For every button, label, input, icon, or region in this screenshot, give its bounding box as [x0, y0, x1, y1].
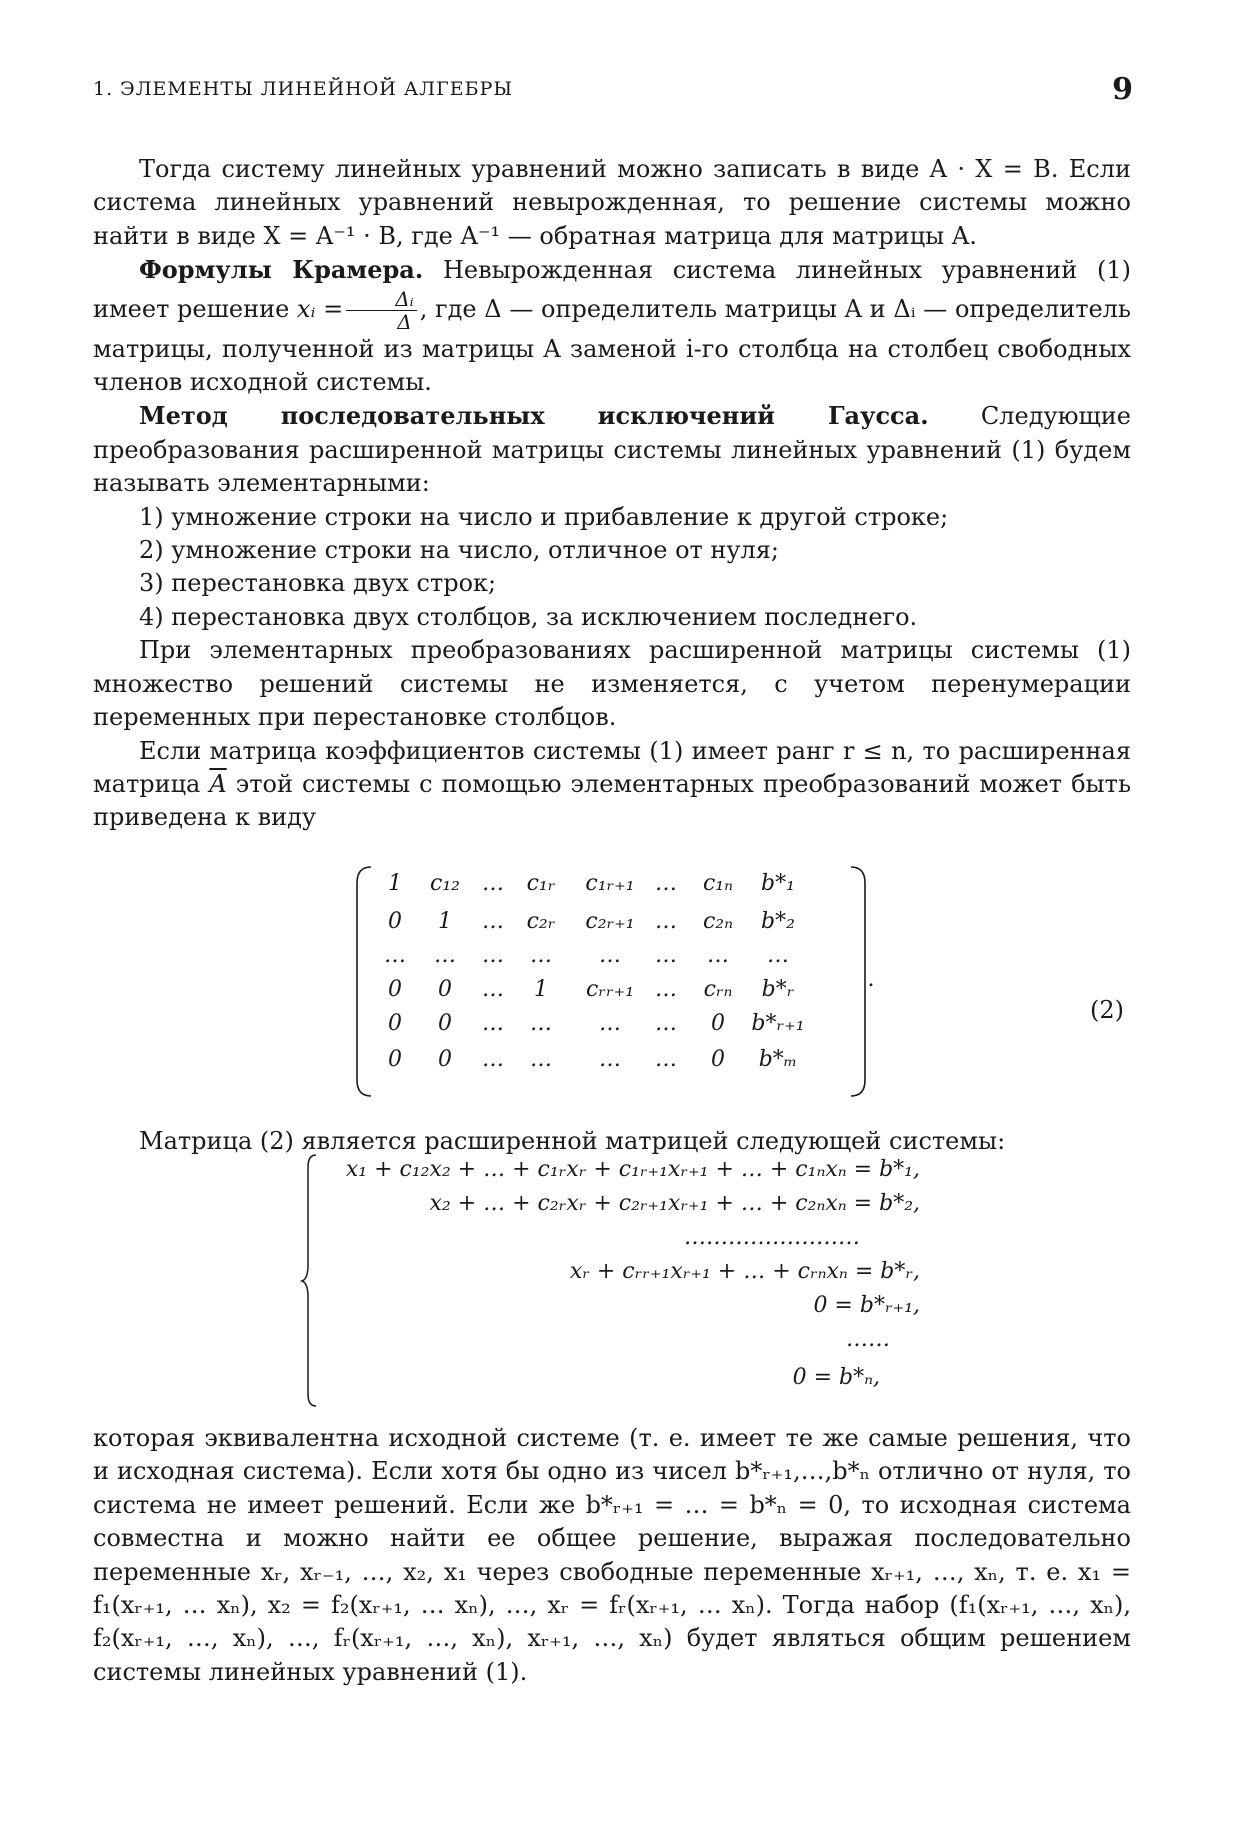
matrix-cell: … [707, 943, 729, 968]
matrix-cell: cᵣᵣ₊₁ [585, 977, 635, 1002]
system-brace [300, 1153, 320, 1408]
cramer-fraction [346, 288, 416, 333]
matrix-cell: … [655, 909, 677, 934]
matrix-cell: 0 [438, 1011, 452, 1036]
matrix-cell: 0 [388, 1047, 402, 1072]
matrix-cell: c₁ᵣ [526, 871, 556, 896]
list-item: 2) умножение строки на число, отличное от нуля; [139, 536, 780, 565]
matrix-cell: … [599, 1047, 621, 1072]
paragraph-cramer [93, 253, 1131, 399]
cramer-numerator: Δᵢ [346, 288, 416, 311]
system-ellipsis-row: …… [846, 1327, 890, 1352]
matrix-cell: … [530, 943, 552, 968]
matrix-cell: … [384, 943, 406, 968]
cramer-text-1: Невырожденная система линейных уравнений (1) имеет решение [93, 256, 1131, 323]
matrix-cell: … [482, 1011, 504, 1036]
matrix-cell: b*ᵣ [761, 977, 795, 1002]
matrix-cell: 0 [438, 1047, 452, 1072]
matrix-cell: b*ₘ [758, 1047, 798, 1072]
paragraph-rank [93, 735, 1131, 835]
system-ellipsis-row: …………………… [684, 1225, 860, 1250]
matrix-cell: … [655, 1011, 677, 1036]
matrix-cell: … [767, 943, 789, 968]
matrix-cell: cᵣₙ [703, 977, 733, 1002]
system-equation: xᵣ + cᵣᵣ₊₁xᵣ₊₁ + … + cᵣₙxₙ = b*ᵣ, [569, 1259, 920, 1284]
matrix-cell: … [482, 1047, 504, 1072]
paragraph-matrix-form: Тогда систему линейных уравнений можно записать в виде A · X = B. Если система линейных уравнений невырожденная, то решение системы можно найти в виде X = A⁻¹ · B, где A⁻¹ — обратная матрица для матрицы A. [93, 155, 1131, 250]
equation-number: (2) [1090, 996, 1124, 1024]
matrix-intro: Матрица (2) является расширенной матрицей следующей системы: [139, 1127, 1006, 1155]
equation-system [300, 1153, 920, 1408]
paragraph-elementary: При элементарных преобразованиях расширенной матрицы системы (1) множество решений системы не изменяется, с учетом перенумерации переменных при перестановке столбцов. [93, 636, 1131, 732]
matrix-cell: c₂ᵣ [526, 909, 556, 934]
matrix-cell: 0 [388, 909, 402, 934]
matrix-cell: c₁ₙ [702, 871, 734, 896]
system-equation: x₁ + c₁₂x₂ + … + c₁ᵣxᵣ + c₁ᵣ₊₁xᵣ₊₁ + … + c₁ₙxₙ = b*₁, [345, 1157, 920, 1182]
matrix-cell: … [482, 977, 504, 1002]
matrix-cell: c₁ᵣ₊₁ [585, 871, 635, 896]
cramer-denominator: Δ [397, 309, 412, 334]
matrix-cell: … [482, 943, 504, 968]
matrix-cell: … [482, 909, 504, 934]
matrix-cell: … [530, 1047, 552, 1072]
gauss-heading: Метод последовательных исключений Гаусса. [139, 401, 929, 431]
running-title: 1. ЭЛЕМЕНТЫ ЛИНЕЙНОЙ АЛГЕБРЫ [93, 78, 514, 100]
matrix-cell: 0 [388, 977, 402, 1002]
matrix-cell: … [482, 871, 504, 896]
matrix-cell: 0 [711, 1011, 725, 1036]
cramer-heading: Формулы Крамера. [139, 255, 424, 285]
matrix-cell: c₁₂ [430, 871, 460, 896]
matrix-cell: 1 [438, 909, 452, 934]
text-body-top [93, 153, 1131, 835]
matrix-cell: … [599, 1011, 621, 1036]
matrix-cell: 0 [388, 1011, 402, 1036]
cramer-text-2: , где Δ — определитель матрицы A и Δᵢ — определитель матрицы, полученной из матрицы A заменой i-го столбца на столбец свободных членов исходной системы. [93, 294, 1131, 397]
extended-matrix-symbol: $\overline{A}$ [209, 769, 227, 798]
matrix-cell: b*₂ [761, 909, 795, 934]
matrix-cell: b*ᵣ₊₁ [751, 1011, 805, 1036]
page-number: 9 [1112, 72, 1133, 107]
rank-text-a: Если матрица коэффициентов системы (1) имеет ранг r ≤ n, то расширенная матрица [93, 736, 1131, 798]
system-equation: 0 = b*ᵣ₊₁, [813, 1293, 920, 1318]
list-item: 3) перестановка двух строк; [139, 569, 497, 598]
paragraph-solution: которая эквивалентна исходной системе (т. е. имеет те же самые решения, что и исходная система). Если хотя бы одно из чисел b*ᵣ₊₁,…,b*ₙ отлично от нуля, то система не имеет решений. Если же b*ᵣ₊₁ = … = b*ₙ = 0, то исходная система совместна и можно найти ее общее решение, выражая последовательно переменные xᵣ, xᵣ₋₁, …, x₂, x₁ через свободные переменные xᵣ₊₁, …, xₙ, т. е. x₁ = f₁(xᵣ₊₁, … xₙ), x₂ = f₂(xᵣ₊₁, … xₙ), …, xᵣ = fᵣ(xᵣ₊₁, … xₙ). Тогда набор (f₁(xᵣ₊₁, …, xₙ), f₂(xᵣ₊₁, …, xₙ), …, fᵣ(xᵣ₊₁, …, xₙ), xᵣ₊₁, …, xₙ) будет являться общим решением системы линейных уравнений (1). [93, 1424, 1131, 1686]
cramer-xi: xᵢ = [297, 294, 344, 323]
matrix-cell: 1 [534, 977, 548, 1002]
matrix-cell: … [655, 977, 677, 1002]
system-equation: 0 = b*ₙ, [792, 1365, 880, 1390]
matrix-trailing-dot: . [867, 967, 875, 992]
gauss-text: Следующие преобразования расширенной матрицы системы линейных уравнений (1) будем называть элементарными: [93, 402, 1131, 498]
matrix-cell: … [655, 943, 677, 968]
matrix-cell: … [655, 1047, 677, 1072]
matrix-cell: b*₁ [761, 871, 795, 896]
list-item: 4) перестановка двух столбцов, за исключением последнего. [139, 602, 918, 631]
matrix-cell: c₂ᵣ₊₁ [585, 909, 635, 934]
text-body-bottom [93, 1422, 1131, 1689]
matrix-cell: … [434, 943, 456, 968]
rank-text-b: этой системы с помощью элементарных преобразований может быть приведена к виду [93, 769, 1132, 832]
matrix-cell: … [599, 943, 621, 968]
extended-matrix [355, 863, 875, 1100]
paragraph-gauss [93, 399, 1131, 500]
matrix-cell: … [530, 1011, 552, 1036]
page-header [93, 72, 1133, 112]
matrix-cell: 0 [711, 1047, 725, 1072]
matrix-cell: c₂ₙ [702, 909, 734, 934]
system-equation: x₂ + … + c₂ᵣxᵣ + c₂ᵣ₊₁xᵣ₊₁ + … + c₂ₙxₙ = b*₂, [429, 1191, 920, 1216]
list-item: 1) умножение строки на число и прибавление к другой строке; [139, 502, 949, 531]
matrix-cell: 0 [438, 977, 452, 1002]
matrix-cell: 1 [388, 871, 402, 896]
matrix-cell: … [655, 871, 677, 896]
